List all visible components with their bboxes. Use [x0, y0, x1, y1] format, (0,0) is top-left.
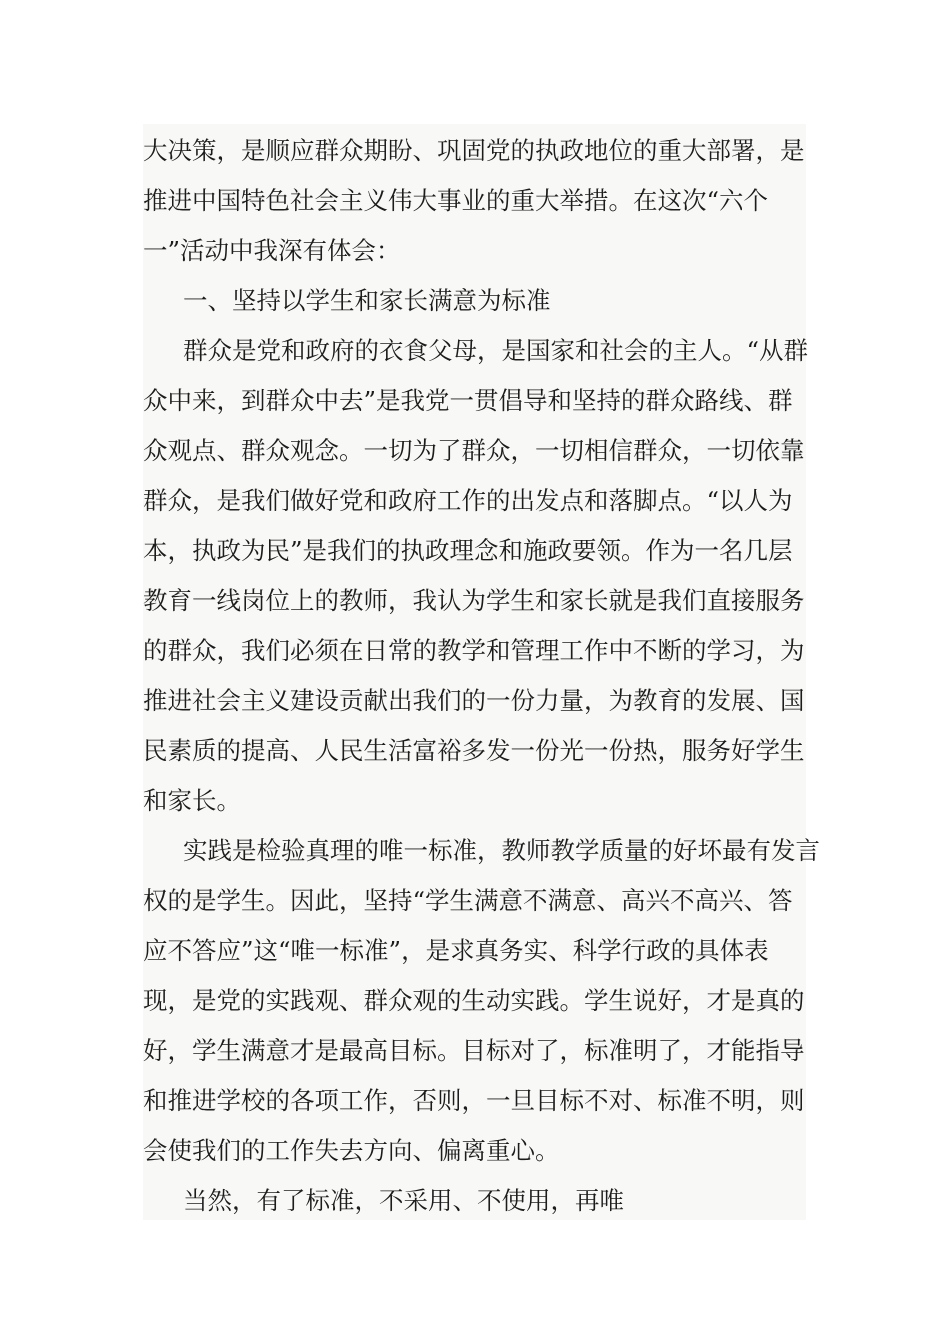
text-line: 现，是党的实践观、群众观的生动实践。学生说好，才是真的 [143, 986, 805, 1015]
text-line: 的群众，我们必须在日常的教学和管理工作中不断的学习，为 [143, 636, 805, 665]
text-line: 大决策，是顺应群众期盼、巩固党的执政地位的重大部署，是 [143, 136, 805, 165]
text-line: 众观点、群众观念。一切为了群众，一切相信群众，一切依靠 [143, 436, 805, 465]
text-line: 一”活动中我深有体会： [143, 236, 401, 265]
document-body [143, 124, 820, 1220]
text-line: 本，执政为民”是我们的执政理念和施政要领。作为一名几层 [143, 536, 793, 565]
text-line: 应不答应”这“唯一标准”，是求真务实、科学行政的具体表 [143, 936, 769, 965]
section-heading: 一、坚持以学生和家长满意为标准 [183, 286, 551, 315]
text-line: 教育一线岗位上的教师，我认为学生和家长就是我们直接服务 [143, 586, 805, 615]
text-line: 民素质的提高、人民生活富裕多发一份光一份热，服务好学生 [143, 736, 805, 765]
text-line: 权的是学生。因此，坚持“学生满意不满意、高兴不高兴、答 [143, 886, 793, 915]
text-line: 推进中国特色社会主义伟大事业的重大举措。在这次“六个 [143, 186, 769, 215]
text-line: 群众是党和政府的衣食父母，是国家和社会的主人。“从群 [183, 336, 809, 365]
text-line: 会使我们的工作失去方向、偏离重心。 [143, 1136, 560, 1165]
text-line: 群众，是我们做好党和政府工作的出发点和落脚点。“以人为 [143, 486, 793, 515]
text-line: 好，学生满意才是最高目标。目标对了，标准明了，才能指导 [143, 1036, 805, 1065]
text-line: 推进社会主义建设贡献出我们的一份力量，为教育的发展、国 [143, 686, 805, 715]
text-line: 和推进学校的各项工作，否则，一旦目标不对、标准不明，则 [143, 1086, 805, 1115]
text-line: 众中来，到群众中去”是我党一贯倡导和坚持的群众路线、群 [143, 386, 793, 415]
text-line: 实践是检验真理的唯一标准，教师教学质量的好坏最有发言 [183, 836, 820, 865]
text-line: 当然，有了标准，不采用、不使用，再唯 [183, 1186, 624, 1215]
text-line: 和家长。 [143, 786, 241, 815]
